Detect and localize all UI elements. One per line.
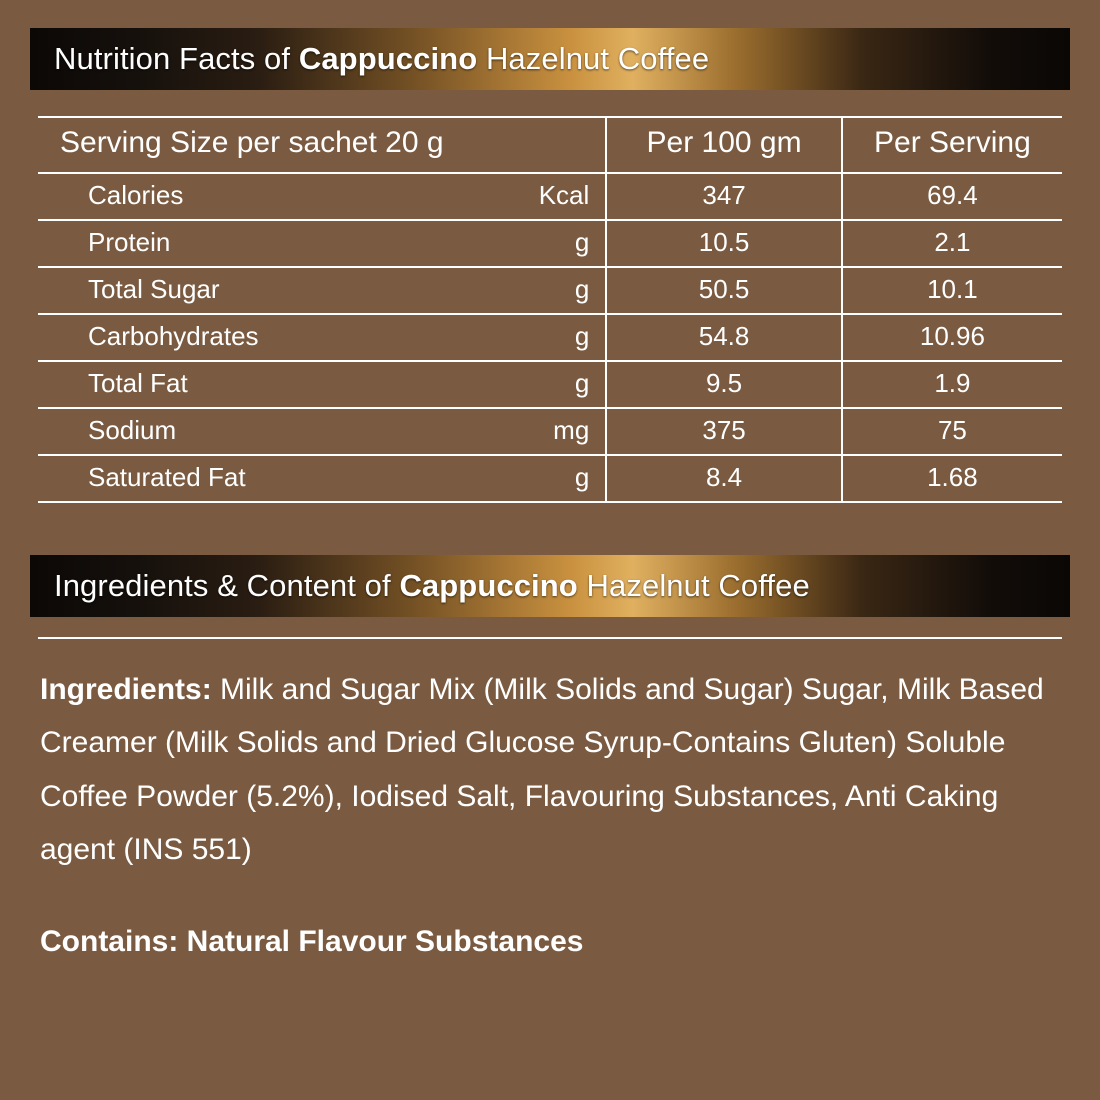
nutrition-table	[38, 116, 1062, 503]
ingredients-label: Ingredients:	[40, 673, 212, 706]
nutrition-facts-banner	[30, 28, 1070, 90]
row-unit: Kcal	[494, 173, 607, 220]
contains-statement: Contains: Natural Flavour Substances	[40, 924, 584, 958]
row-nutrient-name: Calories	[38, 173, 494, 220]
table-row	[38, 455, 1062, 502]
nutrition-table-wrapper	[30, 116, 1070, 503]
row-per-serving: 75	[842, 408, 1062, 455]
ingredients-text: Milk and Sugar Mix (Milk Solids and Sugar) Sugar, Milk Based Creamer (Milk Solids and Dried Glucose Syrup-Contains Gluten) Soluble Coffee Powder (5.2%), Iodised Salt, Flavouring Substances, Anti Caking agent (INS 551)	[40, 673, 1044, 867]
row-unit: g	[494, 361, 607, 408]
row-unit: g	[494, 220, 607, 267]
ingredients-section	[40, 663, 1060, 959]
row-unit: mg	[494, 408, 607, 455]
row-per-serving: 10.96	[842, 314, 1062, 361]
ingredients-paragraph	[40, 663, 1060, 877]
nutrition-facts-title-product-rest: Hazelnut Coffee	[477, 41, 710, 76]
nutrition-facts-title-product: Cappuccino	[298, 41, 478, 76]
ingredients-title-product-rest: Hazelnut Coffee	[577, 568, 810, 603]
table-row	[38, 314, 1062, 361]
table-row	[38, 361, 1062, 408]
row-nutrient-name: Total Sugar	[38, 267, 494, 314]
row-per-100: 50.5	[606, 267, 842, 314]
header-serving-size: Serving Size per sachet 20 g	[38, 117, 606, 173]
row-unit: g	[494, 455, 607, 502]
header-per-serving: Per Serving	[842, 117, 1062, 173]
row-per-serving: 1.68	[842, 455, 1062, 502]
nutrition-facts-title	[54, 41, 709, 77]
row-per-100: 10.5	[606, 220, 842, 267]
row-per-100: 375	[606, 408, 842, 455]
row-per-serving: 1.9	[842, 361, 1062, 408]
row-nutrient-name: Saturated Fat	[38, 455, 494, 502]
nutrition-facts-title-prefix: Nutrition Facts of	[54, 41, 299, 76]
header-per-100: Per 100 gm	[606, 117, 842, 173]
row-per-100: 8.4	[606, 455, 842, 502]
table-header-row	[38, 117, 1062, 173]
row-nutrient-name: Protein	[38, 220, 494, 267]
section-spacer	[30, 503, 1070, 555]
table-row	[38, 220, 1062, 267]
ingredients-title-prefix: Ingredients & Content of	[54, 568, 400, 603]
row-per-100: 9.5	[606, 361, 842, 408]
section-divider	[38, 637, 1062, 639]
ingredients-title	[54, 568, 810, 604]
row-nutrient-name: Total Fat	[38, 361, 494, 408]
ingredients-title-product: Cappuccino	[399, 568, 578, 603]
table-row	[38, 408, 1062, 455]
row-per-serving: 69.4	[842, 173, 1062, 220]
ingredients-banner	[30, 555, 1070, 617]
table-row	[38, 267, 1062, 314]
row-unit: g	[494, 267, 607, 314]
row-per-serving: 2.1	[842, 220, 1062, 267]
row-per-100: 54.8	[606, 314, 842, 361]
row-per-serving: 10.1	[842, 267, 1062, 314]
table-row	[38, 173, 1062, 220]
row-unit: g	[494, 314, 607, 361]
row-nutrient-name: Carbohydrates	[38, 314, 494, 361]
row-nutrient-name: Sodium	[38, 408, 494, 455]
row-per-100: 347	[606, 173, 842, 220]
